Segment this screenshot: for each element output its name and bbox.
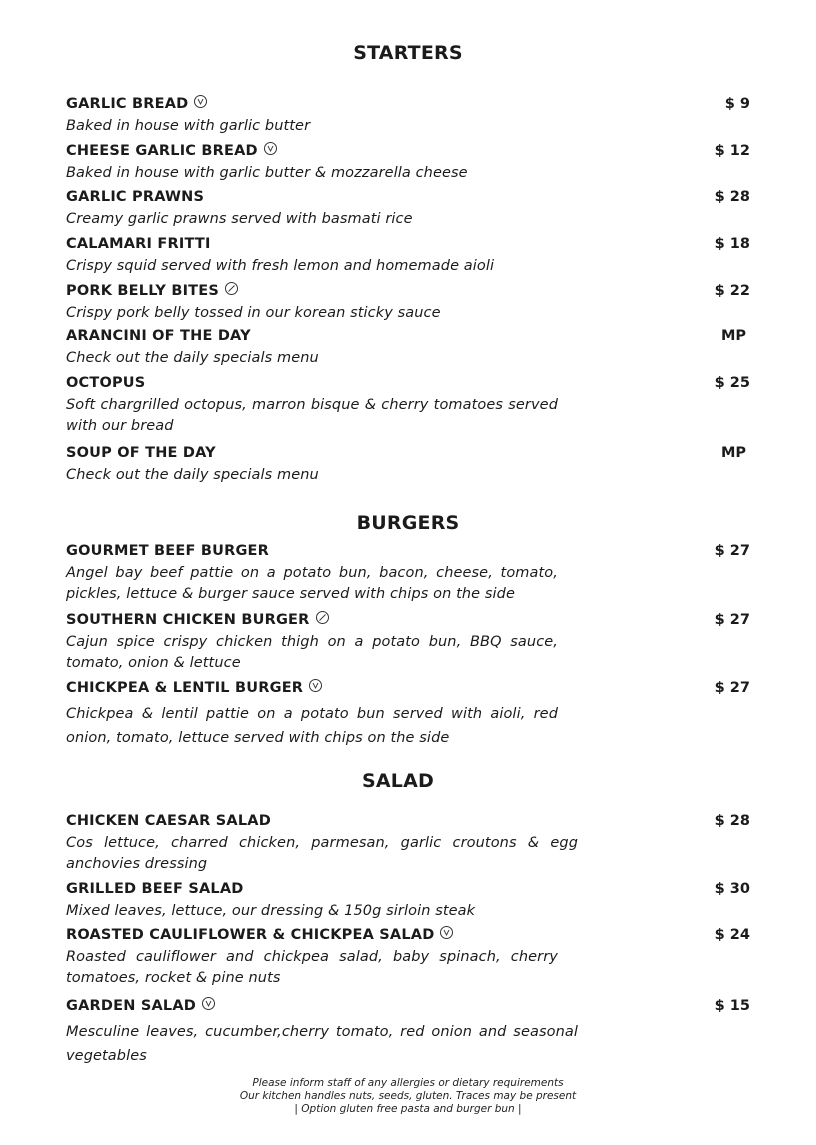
- menu-item-chicken-caesar-salad: [66, 812, 756, 875]
- item-name: CHICKEN CAESAR SALAD: [66, 813, 271, 829]
- allergy-notice-line: Please inform staff of any allergies or dietary requirements: [252, 1077, 564, 1089]
- item-price: $ 27: [714, 612, 750, 628]
- item-description: Cos lettuce, charred chicken, parmesan, garlic croutons & egg anchovies dressing: [66, 835, 578, 872]
- item-price: $ 28: [714, 189, 750, 205]
- item-price: $ 15: [714, 998, 750, 1014]
- item-price: $ 27: [714, 680, 750, 696]
- menu-item-grilled-beef-salad: [66, 880, 756, 922]
- gluten-free-icon: [316, 611, 329, 624]
- item-description: Check out the daily specials menu: [66, 467, 319, 483]
- item-price: $ 30: [714, 881, 750, 897]
- menu-item-octopus: [66, 374, 756, 437]
- allergy-notice-line: Our kitchen handles nuts, seeds, gluten. Traces may be present: [239, 1090, 577, 1102]
- item-name: GARLIC PRAWNS: [66, 189, 205, 205]
- menu-item-calamari-fritti: [66, 235, 756, 277]
- item-description: Soft chargrilled octopus, marron bisque & cherry tomatoes served with our bread: [66, 397, 558, 434]
- item-name: SOUP OF THE DAY: [66, 445, 216, 461]
- menu-item-soup-of-the-day: [66, 444, 756, 486]
- item-price: MP: [720, 328, 746, 344]
- section-title-salad: SALAD: [362, 770, 434, 792]
- item-price: $ 25: [714, 375, 750, 391]
- item-price: $ 28: [714, 813, 750, 829]
- item-description: Baked in house with garlic butter: [66, 118, 311, 134]
- item-price: $ 18: [714, 236, 750, 252]
- menu-item-garden-salad: [66, 997, 756, 1068]
- item-price: $ 9: [724, 96, 750, 112]
- item-description: Cajun spice crispy chicken thigh on a potato bun, BBQ sauce, tomato, onion & lettuce: [66, 634, 558, 671]
- vegetarian-icon: [202, 997, 215, 1010]
- menu-item-garlic-bread: [66, 95, 756, 137]
- gluten-free-icon: [225, 282, 238, 295]
- item-name: GRILLED BEEF SALAD: [66, 881, 244, 897]
- item-description: Chickpea & lentil pattie on a potato bun served with aioli, red onion, tomato, lettuce served with chips on the side: [66, 706, 558, 746]
- item-name: OCTOPUS: [66, 375, 146, 391]
- item-description: Mixed leaves, lettuce, our dressing & 150g sirloin steak: [66, 903, 476, 919]
- menu-item-southern-chicken-burger: [66, 611, 756, 674]
- item-name: ARANCINI OF THE DAY: [66, 328, 251, 344]
- item-name: GOURMET BEEF BURGER: [66, 543, 270, 559]
- menu-item-arancini-of-the-day: [66, 327, 756, 369]
- item-description: Check out the daily specials menu: [66, 350, 319, 366]
- menu-item-roasted-cauliflower-chickpea-salad: [66, 926, 756, 989]
- item-price: $ 22: [714, 283, 750, 299]
- gluten-free-option-note: | Option gluten free pasta and burger bun |: [294, 1103, 522, 1115]
- section-title-burgers: BURGERS: [356, 512, 460, 534]
- menu-item-pork-belly-bites: [66, 282, 756, 324]
- vegetarian-icon: [309, 679, 322, 692]
- item-description: Crispy pork belly tossed in our korean sticky sauce: [66, 305, 441, 321]
- vegetarian-icon: [194, 95, 207, 108]
- item-price: $ 24: [714, 927, 750, 943]
- item-name: CALAMARI FRITTI: [66, 236, 211, 252]
- item-name: GARLIC BREAD: [66, 96, 189, 112]
- vegetarian-icon: [264, 142, 277, 155]
- item-description: Crispy squid served with fresh lemon and homemade aioli: [66, 258, 495, 274]
- section-title-starters: STARTERS: [353, 42, 463, 64]
- item-name: GARDEN SALAD: [66, 998, 196, 1014]
- menu-item-chickpea-lentil-burger: [66, 679, 756, 750]
- item-price: $ 27: [714, 543, 750, 559]
- vegetarian-icon: [440, 926, 453, 939]
- item-description: Creamy garlic prawns served with basmati rice: [66, 211, 413, 227]
- item-name: PORK BELLY BITES: [66, 283, 220, 299]
- item-price: MP: [720, 445, 746, 461]
- item-name: CHICKPEA & LENTIL BURGER: [66, 680, 304, 696]
- item-description: Mesculine leaves, cucumber,cherry tomato, red onion and seasonal vegetables: [66, 1024, 578, 1064]
- allergy-notice: [0, 1077, 816, 1116]
- menu-item-cheese-garlic-bread: [66, 142, 756, 184]
- item-name: ROASTED CAULIFLOWER & CHICKPEA SALAD: [66, 927, 435, 943]
- menu-item-gourmet-beef-burger: [66, 542, 756, 605]
- item-name: SOUTHERN CHICKEN BURGER: [66, 612, 310, 628]
- item-price: $ 12: [714, 143, 750, 159]
- menu-item-garlic-prawns: [66, 188, 756, 230]
- item-name: CHEESE GARLIC BREAD: [66, 143, 258, 159]
- item-description: Baked in house with garlic butter & mozzarella cheese: [66, 165, 468, 181]
- item-description: Angel bay beef pattie on a potato bun, bacon, cheese, tomato, pickles, lettuce & burger sauce served with chips on the side: [66, 565, 558, 602]
- item-description: Roasted cauliflower and chickpea salad, baby spinach, cherry tomatoes, rocket & pine nuts: [66, 949, 558, 986]
